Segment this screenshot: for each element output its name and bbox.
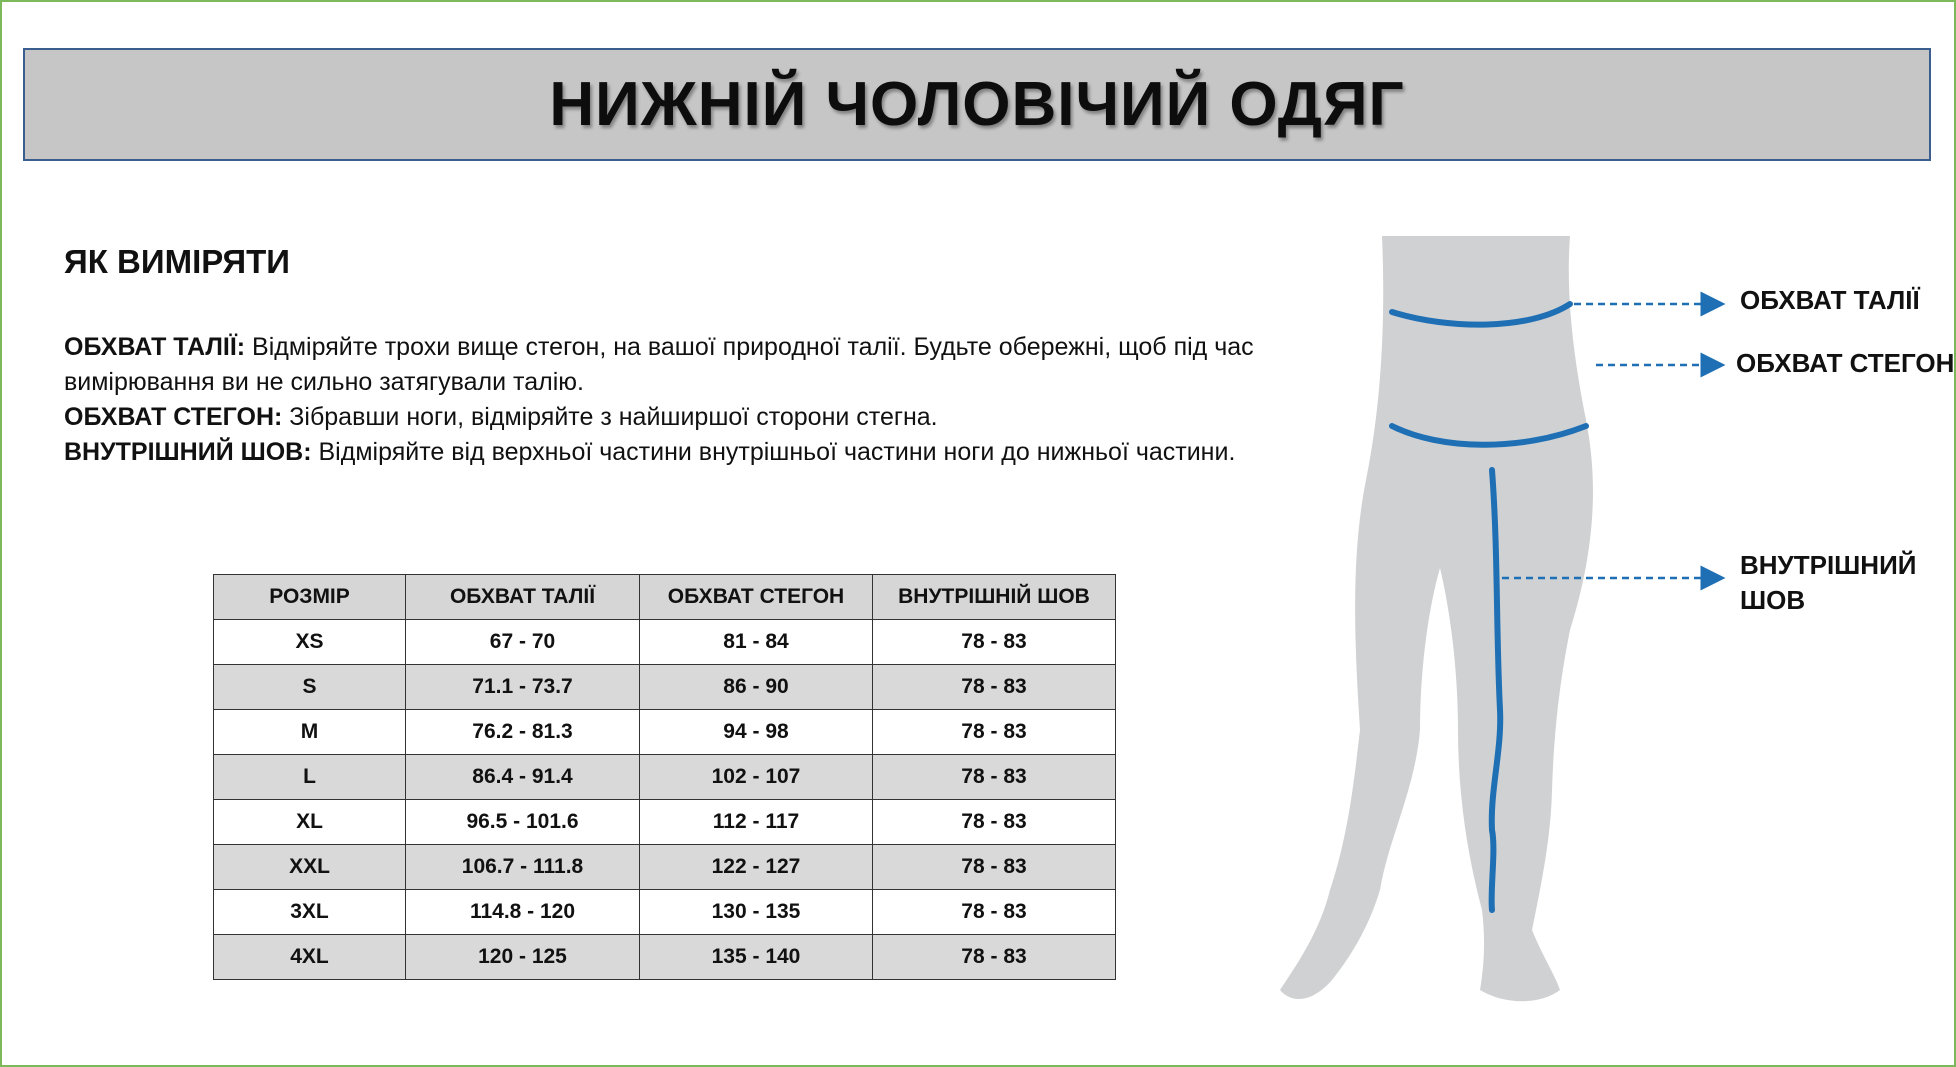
cell-hips: 130 - 135 <box>640 890 873 935</box>
table-row <box>214 800 1116 845</box>
body-silhouette <box>1280 236 1593 1001</box>
cell-size: XL <box>214 800 406 845</box>
cell-hips: 112 - 117 <box>640 800 873 845</box>
cell-size: M <box>214 710 406 755</box>
cell-waist: 67 - 70 <box>406 620 640 665</box>
table-row <box>214 665 1116 710</box>
cell-waist: 106.7 - 111.8 <box>406 845 640 890</box>
table-row <box>214 935 1116 980</box>
table-header-row <box>214 575 1116 620</box>
waist-instruction-label: ОБХВАТ ТАЛІЇ: <box>64 333 246 361</box>
cell-size: XXL <box>214 845 406 890</box>
title-banner <box>23 48 1931 161</box>
cell-size: 3XL <box>214 890 406 935</box>
header-waist: ОБХВАТ ТАЛІЇ <box>406 575 640 620</box>
cell-inseam: 78 - 83 <box>873 755 1116 800</box>
inseam-instruction-text: Відміряйте від верхньої частини внутрішньої частини ноги до нижньої частини. <box>311 438 1236 466</box>
header-hips: ОБХВАТ СТЕГОН <box>640 575 873 620</box>
cell-inseam: 78 - 83 <box>873 710 1116 755</box>
page-title: НИЖНІЙ ЧОЛОВІЧИЙ ОДЯГ <box>549 70 1405 139</box>
cell-waist: 86.4 - 91.4 <box>406 755 640 800</box>
table-row <box>214 890 1116 935</box>
cell-inseam: 78 - 83 <box>873 620 1116 665</box>
waist-instruction <box>64 330 1254 400</box>
cell-waist: 71.1 - 73.7 <box>406 665 640 710</box>
cell-waist: 76.2 - 81.3 <box>406 710 640 755</box>
cell-waist: 114.8 - 120 <box>406 890 640 935</box>
table-row <box>214 620 1116 665</box>
cell-inseam: 78 - 83 <box>873 935 1116 980</box>
waist-callout-label: ОБХВАТ ТАЛІЇ <box>1740 285 1920 315</box>
hips-instruction-label: ОБХВАТ СТЕГОН: <box>64 403 283 431</box>
waist-instruction-text: Відміряйте трохи вище стегон, на вашої природної талії. Будьте обережні, щоб під час вимірювання ви не сильно затягували талію. <box>64 333 1254 396</box>
cell-hips: 135 - 140 <box>640 935 873 980</box>
cell-inseam: 78 - 83 <box>873 800 1116 845</box>
cell-size: XS <box>214 620 406 665</box>
cell-hips: 102 - 107 <box>640 755 873 800</box>
cell-size: S <box>214 665 406 710</box>
cell-size: L <box>214 755 406 800</box>
table-row <box>214 845 1116 890</box>
inseam-callout-line2: ШОВ <box>1740 585 1806 615</box>
inseam-instruction <box>64 435 1254 470</box>
hips-instruction <box>64 400 1254 435</box>
cell-inseam: 78 - 83 <box>873 890 1116 935</box>
cell-waist: 96.5 - 101.6 <box>406 800 640 845</box>
table-row <box>214 755 1116 800</box>
cell-waist: 120 - 125 <box>406 935 640 980</box>
size-table <box>213 574 1116 980</box>
inseam-callout-line1: ВНУТРІШНИЙ <box>1740 550 1917 580</box>
cell-hips: 94 - 98 <box>640 710 873 755</box>
inseam-instruction-label: ВНУТРІШНИЙ ШОВ: <box>64 438 312 466</box>
cell-inseam: 78 - 83 <box>873 665 1116 710</box>
measure-instructions <box>64 330 1254 470</box>
cell-hips: 86 - 90 <box>640 665 873 710</box>
how-to-measure-heading: ЯК ВИМІРЯТИ <box>64 243 291 280</box>
cell-hips: 81 - 84 <box>640 620 873 665</box>
cell-hips: 122 - 127 <box>640 845 873 890</box>
inseam-callout-label <box>1740 548 1916 618</box>
cell-size: 4XL <box>214 935 406 980</box>
hips-instruction-text: Зібравши ноги, відміряйте з найширшої сторони стегна. <box>282 403 938 431</box>
hips-callout-label: ОБХВАТ СТЕГОН <box>1736 348 1955 378</box>
header-inseam: ВНУТРІШНІЙ ШОВ <box>873 575 1116 620</box>
header-size: РОЗМІР <box>214 575 406 620</box>
table-row <box>214 710 1116 755</box>
cell-inseam: 78 - 83 <box>873 845 1116 890</box>
